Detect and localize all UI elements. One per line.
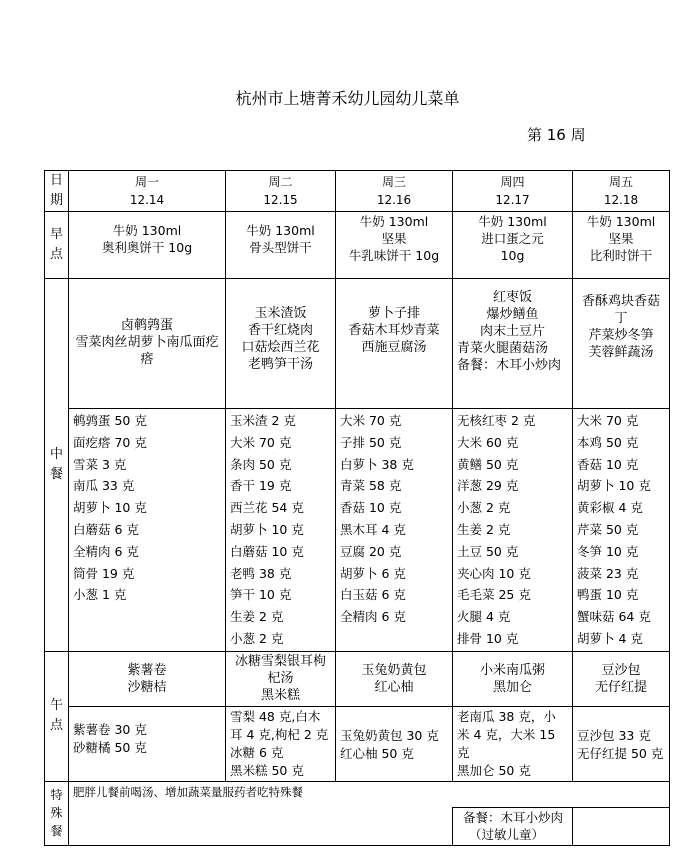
breakfast-cell: 牛奶 130ml 骨头型饼干 [226, 212, 336, 279]
date-label [45, 171, 69, 212]
afternoon-ingredients-row [45, 706, 670, 781]
menu-table [44, 170, 670, 846]
date-label-text: 日期 [49, 173, 63, 208]
afternoon-ingredients-cell: 紫薯卷 30 克 砂糖橘 50 克 [69, 706, 226, 781]
day-header: 周二 12.15 [226, 171, 336, 212]
afternoon-dishes-row [45, 651, 670, 706]
day-header: 周四 12.17 [453, 171, 573, 212]
special-empty-cell [573, 807, 670, 845]
afternoon-ingredients-cell: 豆沙包 33 克 无仔红提 50 克 [573, 706, 670, 781]
afternoon-dish-cell: 小米南瓜粥 黑加仑 [453, 651, 573, 706]
lunch-dish-cell: 萝卜子排 香菇木耳炒青菜 西施豆腐汤 [336, 279, 453, 409]
lunch-dish-cell: 玉米渣饭 香干红烧肉 口菇烩西兰花 老鸭笋干汤 [226, 279, 336, 409]
special-alt-cell: 备餐：木耳小炒肉 （过敏儿童） [453, 807, 573, 845]
afternoon-label: 午点 [45, 651, 69, 781]
breakfast-cell: 牛奶 130ml 进口蛋之元 10g [453, 212, 573, 279]
afternoon-ingredients-cell: 雪梨 48 克,白木耳 4 克,枸杞 2 克 冰糖 6 克 黑米糕 50 克 [226, 706, 336, 781]
lunch-dish-cell: 红枣饭 爆炒鳝鱼 肉末土豆片 青菜火腿菌菇汤 备餐：木耳小炒肉 [453, 279, 573, 409]
lunch-dish-cell: 香酥鸡块香菇丁 芹菜炒冬笋 芙蓉鲜蔬汤 [573, 279, 670, 409]
lunch-label: 中餐 [45, 279, 69, 652]
special-row [45, 781, 670, 807]
lunch-dishes-row [45, 279, 670, 409]
day-header: 周五 12.18 [573, 171, 670, 212]
afternoon-ingredients-cell: 老南瓜 38 克，小米 4 克，大米 15 克 黑加仑 50 克 [453, 706, 573, 781]
special-blank [69, 807, 453, 845]
breakfast-label: 早点 [45, 212, 69, 279]
week-number: 第 16 周 [527, 126, 586, 144]
lunch-ingredients-cell: 大米 70 克 子排 50 克 白萝卜 38 克 青菜 58 克 香菇 10 克 黑木耳 4 克 豆腐 20 克 胡萝卜 6 克 白玉菇 6 克 全精肉 6 克 [336, 409, 453, 652]
breakfast-cell: 牛奶 130ml 坚果 比利时饼干 [573, 212, 670, 279]
lunch-ingredients-cell: 鹌鹑蛋 50 克 面疙瘩 70 克 雪菜 3 克 南瓜 33 克 胡萝卜 10 克 白蘑菇 6 克 全精肉 6 克 筒骨 19 克 小葱 1 克 [69, 409, 226, 652]
afternoon-dish-cell: 玉兔奶黄包 红心柚 [336, 651, 453, 706]
breakfast-row [45, 212, 670, 279]
breakfast-cell: 牛奶 130ml 坚果 牛乳味饼干 10g [336, 212, 453, 279]
header-row [45, 171, 670, 212]
special-label: 特殊餐 [45, 781, 69, 845]
afternoon-ingredients-cell: 玉兔奶黄包 30 克 红心柚 50 克 [336, 706, 453, 781]
special-alt-row [45, 807, 670, 845]
day-header: 周三 12.16 [336, 171, 453, 212]
lunch-ingredients-cell: 无核红枣 2 克 大米 60 克 黄鳝 50 克 洋葱 29 克 小葱 2 克 生姜 2 克 土豆 50 克 夹心肉 10 克 毛毛菜 25 克 火腿 4 克 排骨 10 克 [453, 409, 573, 652]
lunch-ingredients-cell: 大米 70 克 本鸡 50 克 香菇 10 克 胡萝卜 10 克 黄彩椒 4 克 芹菜 50 克 冬笋 10 克 菠菜 23 克 鸭蛋 10 克 蟹味菇 64 克 胡萝卜 4 克 [573, 409, 670, 652]
page-title: 杭州市上塘菁禾幼儿园幼儿菜单 [235, 89, 460, 108]
lunch-ingredients-cell: 玉米渣 2 克 大米 70 克 条肉 50 克 香干 19 克 西兰花 54 克 胡萝卜 10 克 白蘑菇 10 克 老鸭 38 克 笋干 10 克 生姜 2 克 小葱 2 克 [226, 409, 336, 652]
afternoon-dish-cell: 冰糖雪梨银耳枸杞汤 黑米糕 [226, 651, 336, 706]
afternoon-dish-cell: 紫薯卷 沙糖桔 [69, 651, 226, 706]
afternoon-dish-cell: 豆沙包 无仔红提 [573, 651, 670, 706]
lunch-ingredients-row [45, 409, 670, 652]
special-note: 肥胖儿餐前喝汤、增加蔬菜量服药者吃特殊餐 [69, 781, 670, 807]
day-header: 周一 12.14 [69, 171, 226, 212]
lunch-dish-cell: 卤鹌鹑蛋 雪菜肉丝胡萝卜南瓜面疙瘩 [69, 279, 226, 409]
breakfast-cell: 牛奶 130ml 奥利奥饼干 10g [69, 212, 226, 279]
